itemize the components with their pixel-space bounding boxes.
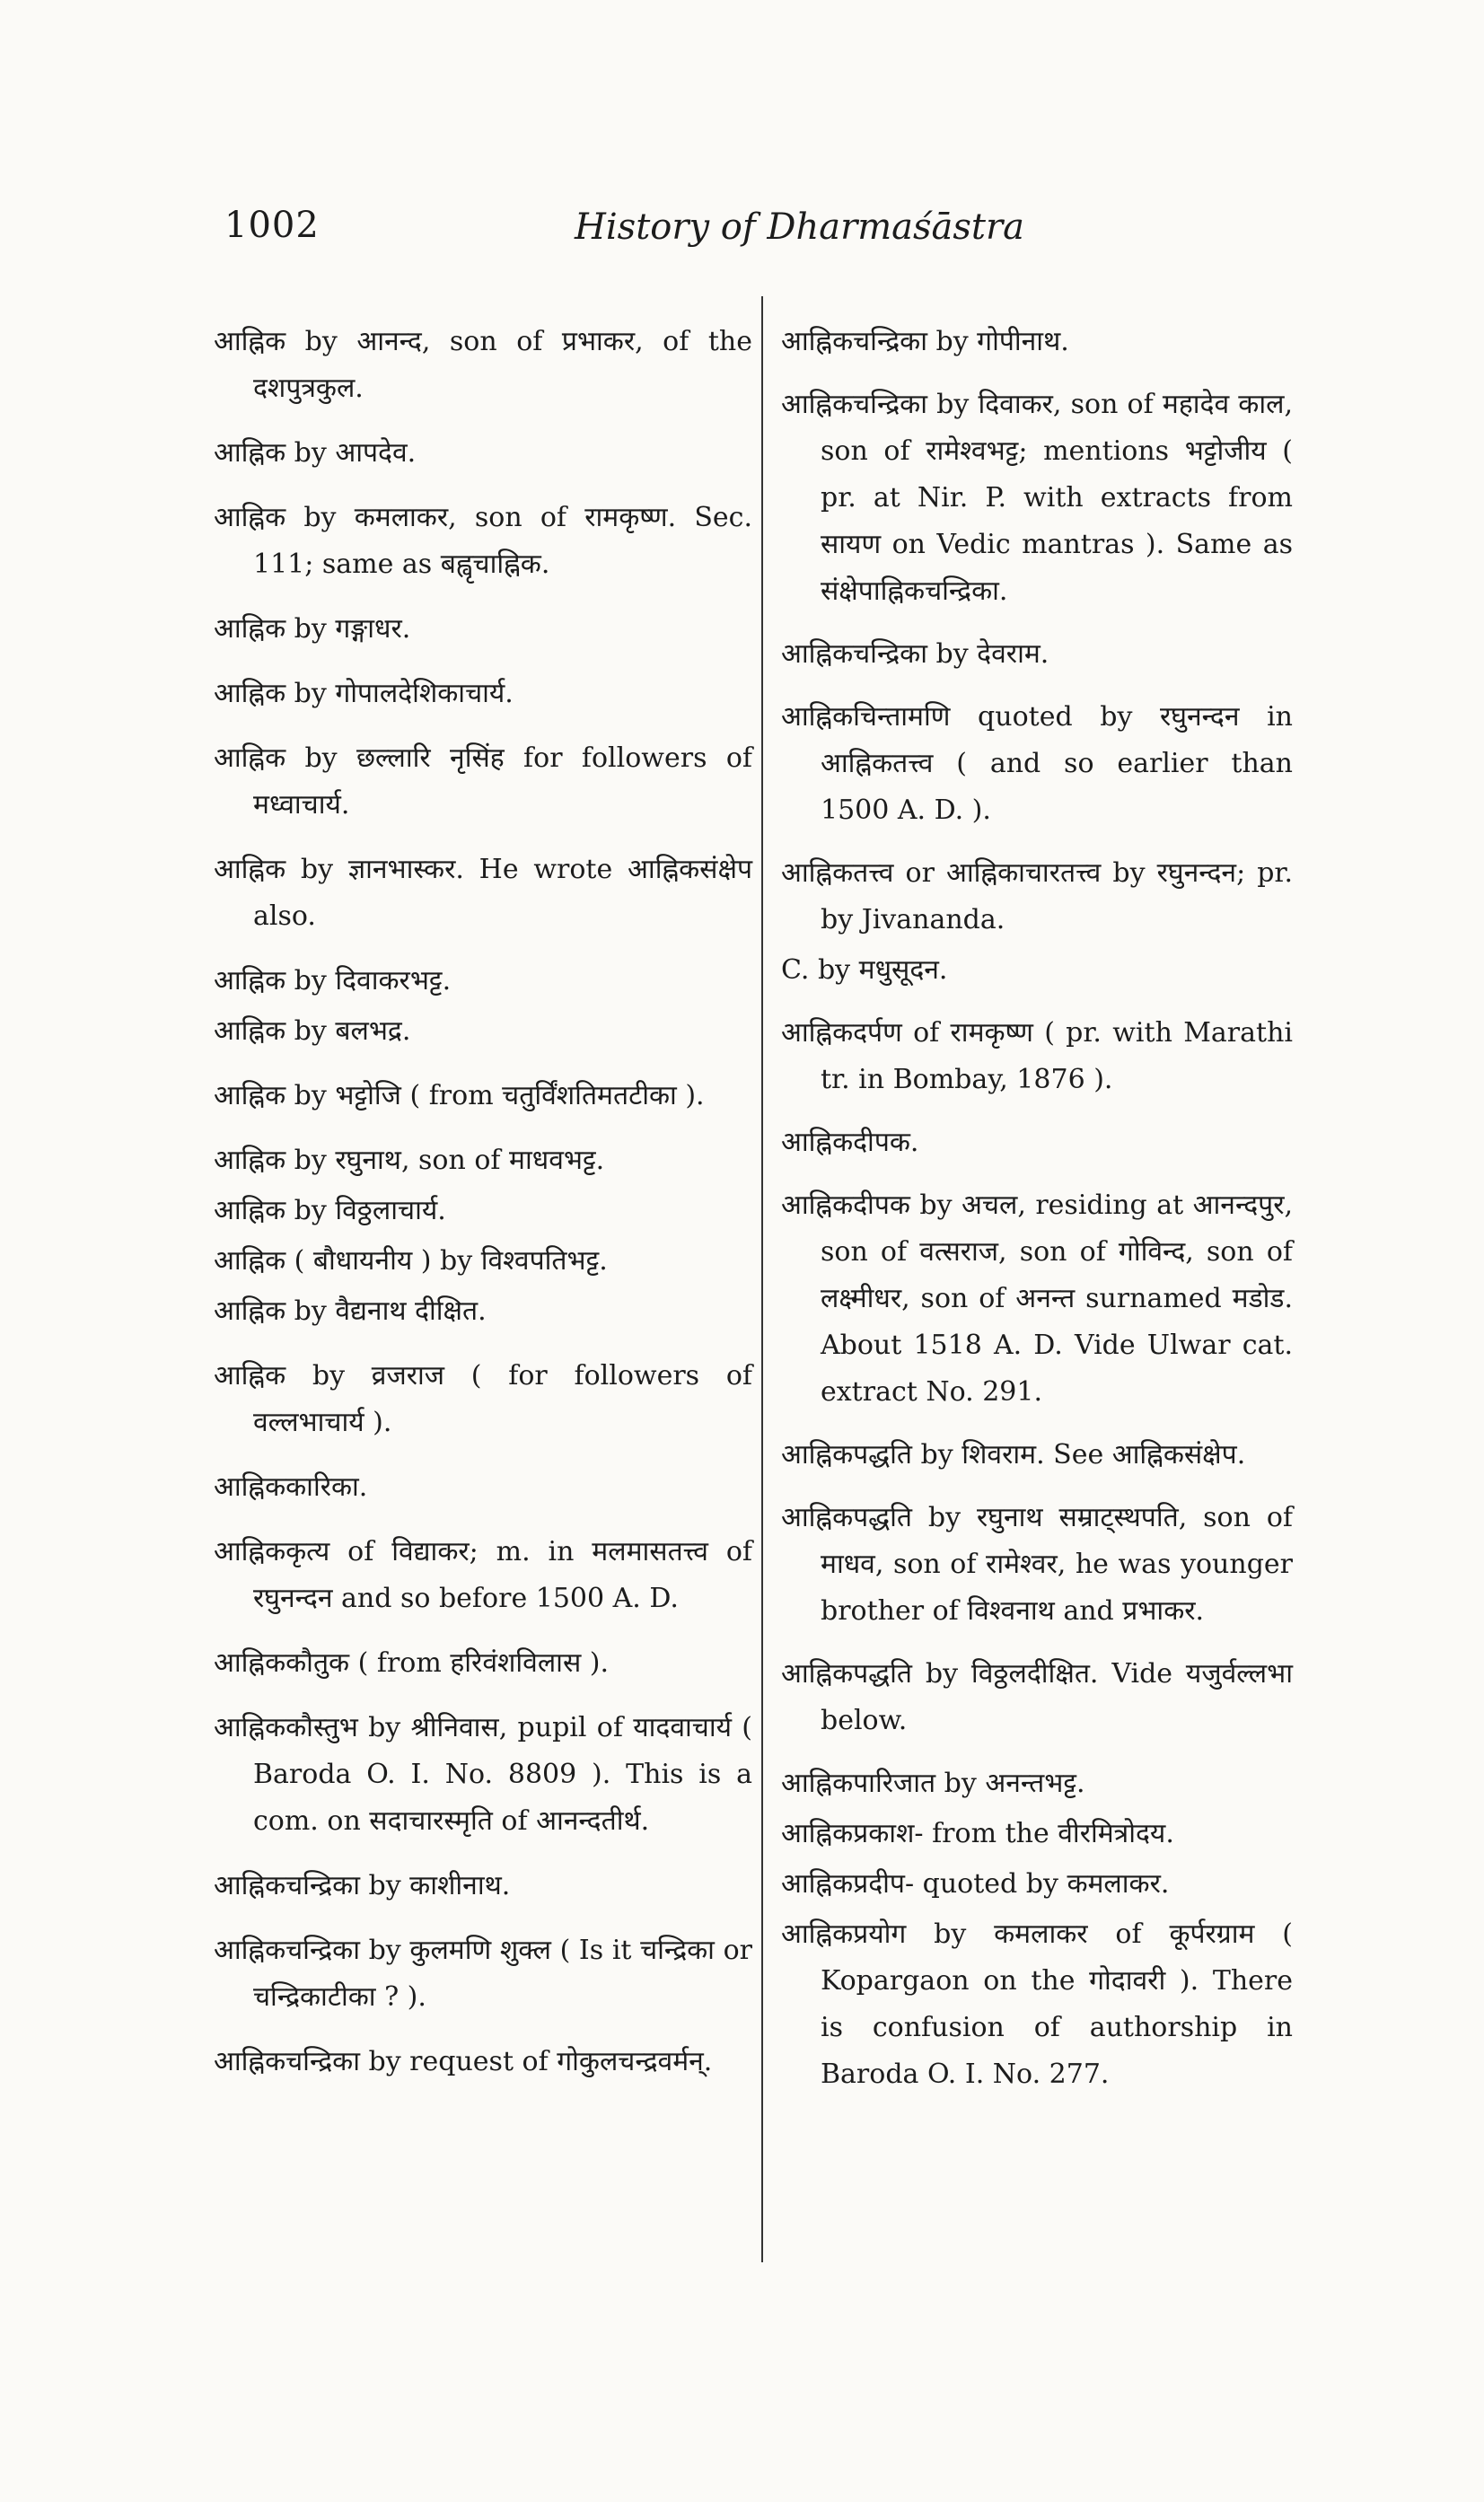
entry: आह्निकचन्द्रिका by request of गोकुलचन्द्रवर्मन्.	[214, 2046, 713, 2077]
entry: आह्निकचन्द्रिका by देवराम.	[781, 638, 1049, 670]
entry: आह्निककौस्तुभ by श्रीनिवास, pupil of यादवाचार्य ( Baroda O. I. No. 8809 ). This is a com. on सदाचारस्मृति of आनन्दतीर्थ.	[214, 1712, 752, 1837]
entry: आह्निकप्रदीप- quoted by कमलाकर.	[781, 1868, 1170, 1900]
entry: आह्निकप्रकाश- from the वीरमित्रोदय.	[781, 1818, 1174, 1849]
entry: आह्निक by भट्टोजि ( from चतुर्विंशतिमतटीका ).	[214, 1080, 705, 1111]
entry: आह्निकपद्धति by विठ्ठलदीक्षित. Vide यजुर्वल्लभा below.	[781, 1658, 1293, 1736]
entry: आह्निक by दिवाकरभट्ट.	[214, 965, 452, 996]
entry: आह्निकपद्धति by शिवराम. See आह्निकसंक्षेप.	[781, 1439, 1246, 1470]
entry: आह्निकदीपक by अचल, residing at आनन्दपुर, son of वत्सराज, son of गोविन्द, son of लक्ष्मीधर, son of अनन्त surnamed मडोड. About 1518 A. D. Vide Ulwar cat. extract No. 291.	[781, 1190, 1293, 1408]
entry: आह्निक by विठ्ठलाचार्य.	[214, 1195, 446, 1226]
entry: आह्निकचन्द्रिका by दिवाकर, son of महादेव काल, son of रामेश्वभट्ट; mentions भट्टोजीय ( pr. at Nir. P. with extracts from सायण on Vedic mantras ). Same as संक्षेपाह्निकचन्द्रिका.	[781, 389, 1293, 607]
running-title: History of Dharmaśāstra	[575, 206, 1024, 248]
entry: C. by मधुसूदन.	[781, 954, 948, 986]
entry: आह्निककौतुक ( from हरिवंशविलास ).	[214, 1647, 610, 1679]
left-column	[214, 319, 752, 2103]
entry: आह्निक by ज्ञानभास्कर. He wrote आह्निकसंक्षेप also.	[214, 854, 752, 932]
entry: आह्निक by आनन्द, son of प्रभाकर, of the दशपुत्रकुल.	[214, 326, 752, 404]
entry: आह्निकचिन्तामणि quoted by रघुनन्दन in आह्निकतत्त्व ( and so earlier than 1500 A. D. ).	[781, 701, 1293, 826]
entry: आह्निकचन्द्रिका by कुलमणि शुक्ल ( Is it चन्द्रिका or चन्द्रिकाटीका ? ).	[214, 1935, 752, 2013]
right-column	[781, 319, 1293, 2114]
entry: आह्निक by बलभद्र.	[214, 1015, 411, 1047]
entry: आह्निकचन्द्रिका by काशीनाथ.	[214, 1870, 511, 1901]
column-divider	[761, 296, 763, 2262]
entry: आह्निकचन्द्रिका by गोपीनाथ.	[781, 326, 1069, 357]
entry: आह्निकदर्पण of रामकृष्ण ( pr. with Marathi tr. in Bombay, 1876 ).	[781, 1017, 1293, 1095]
entry: आह्निक by गङ्गाधर.	[214, 613, 411, 645]
page-number: 1002	[224, 205, 320, 246]
entry: आह्निक by रघुनाथ, son of माधवभट्ट.	[214, 1145, 605, 1176]
entry: आह्निककृत्य of विद्याकर; m. in मलमासतत्त्व of रघुनन्दन and so before 1500 A. D.	[214, 1536, 752, 1614]
entry: आह्निककारिका.	[214, 1471, 368, 1503]
entry: आह्निकपारिजात by अनन्तभट्ट.	[781, 1768, 1085, 1799]
entry: आह्निकप्रयोग by कमलाकर of कूर्परग्राम ( Kopargaon on the गोदावरी ). There is confusion of authorship in Baroda O. I. No. 277.	[781, 1918, 1293, 2090]
entry: आह्निक by आपदेव.	[214, 437, 417, 469]
entry: आह्निकदीपक.	[781, 1127, 919, 1158]
entry: आह्निक ( बौधायनीय ) by विश्वपतिभट्ट.	[214, 1245, 608, 1277]
entry: आह्निक by कमलाकर, son of रामकृष्ण. Sec. 111; same as बह्वृचाह्निक.	[214, 502, 752, 580]
entry: आह्निक by वैद्यनाथ दीक्षित.	[214, 1295, 487, 1327]
entry: आह्निक by व्रजराज ( for followers of वल्लभाचार्य ).	[214, 1360, 752, 1438]
entry: आह्निक by गोपालदेशिकाचार्य.	[214, 678, 514, 709]
entry: आह्निकतत्त्व or आह्निकाचारतत्त्व by रघुनन्दन; pr. by Jivananda.	[781, 857, 1293, 935]
entry: आह्निकपद्धति by रघुनाथ सम्राट्स्थपति, son of माधव, son of रामेश्वर, he was younger brother of विश्वनाथ and प्रभाकर.	[781, 1502, 1293, 1627]
entry: आह्निक by छल्लारि नृसिंह for followers of मध्वाचार्य.	[214, 742, 752, 821]
